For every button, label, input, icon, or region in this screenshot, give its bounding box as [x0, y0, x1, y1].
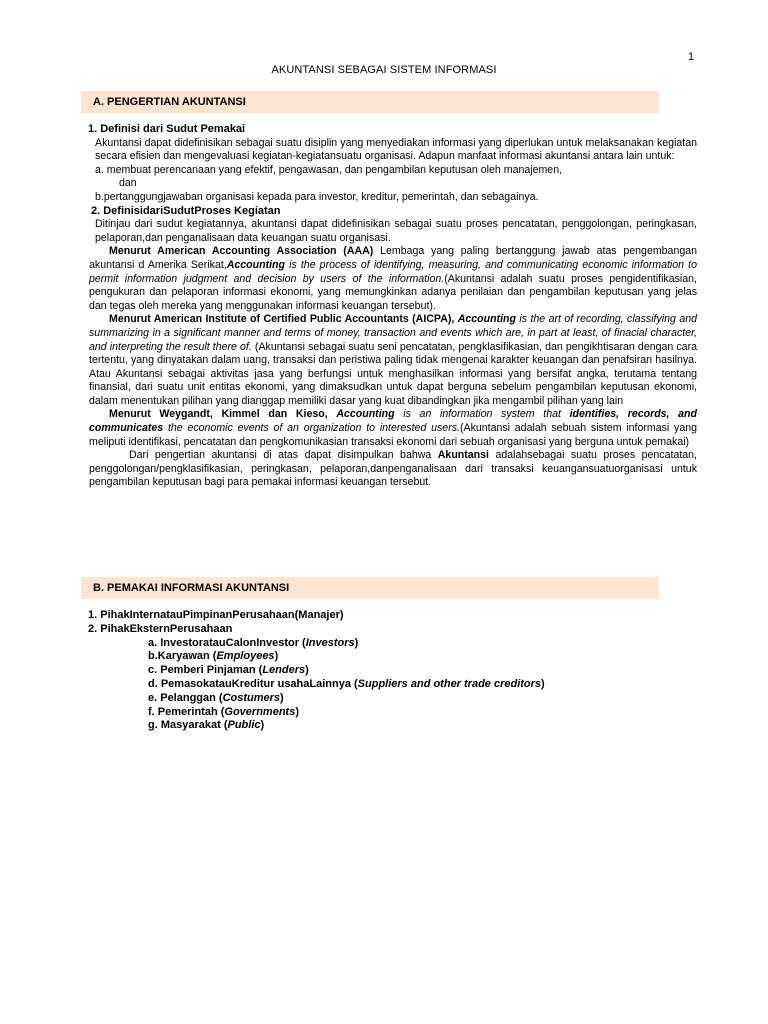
user-label: d. PemasokatauKreditur usahaLainnya ( — [148, 677, 358, 690]
external-users: 2. PihakEksternPerusahaan — [88, 622, 233, 635]
conclusion-2: adalahsebagai suatu proses pencatatan, penggolongan/pengklasifikasian, peringkasan, pelaporan,danpenganalisaan dari transaksi keuangansuatuorganisasi untuk pengambilan keputusan bagi para pemakai informasi keuangan tersebut. — [89, 449, 697, 489]
sub1-body: Akuntansi dapat didefinisikan sebagai suatu disiplin yang menyediakan informasi yang diperlukan untuk melaksanakan kegiatan secara efisien dan mengevaluasi kegiatan-kegiatansuatu organisasi. Adapun manfaat informasi akuntansi antara lain untuk: — [95, 136, 697, 163]
sub2-title: 2. DefinisidariSudutProses Kegiatan — [91, 204, 281, 217]
user-label: c. Pemberi Pinjaman ( — [148, 664, 263, 677]
wkk-accounting: Accounting — [336, 408, 395, 421]
section-a-heading: A. PENGERTIAN AKUNTANSI — [81, 91, 659, 113]
user-end: ) — [280, 691, 284, 704]
benefit-b: b.pertanggungjawaban organisasi kepada para investor, kreditur, pemerintah, dan sebagainya. — [95, 190, 539, 203]
user-label: b.Karyawan ( — [148, 650, 217, 663]
user-label: e. Pelanggan ( — [148, 691, 223, 704]
wkk-translation: (Akuntansi adalah sebuah sistem informasi yang meliputi identifikasi, pencatatan dan pengkomunikasian transaksi ekonomi dari sebuah organisasi yang berguna untuk pemakai) — [89, 422, 698, 448]
list-item — [89, 678, 697, 692]
user-end: ) — [274, 650, 279, 663]
user-english: Investors — [305, 636, 355, 649]
aicpa-english: is the art of recording, classifying and summarizing in a significant manner and terms of money, transaction and events which are, in part at least, of finacial character, and interpreting the result there of. — [89, 313, 697, 353]
conclusion-1: Dari pengertian akuntansi di atas dapat disimpulkan bahwa — [129, 449, 438, 462]
list-item — [89, 650, 697, 664]
aaa-text: Lembaga yang paling bertanggung jawab atas pengembangan akuntansi d Amerika Serikat, — [89, 245, 698, 271]
sub2-body: Ditinjau dari sudut kegiatannya, akuntansi dapat didefinisikan sebagai suatu proses pencatatan, penggolongan, peringkasan, pelaporan,dan penganalisaan data keuangan suatu organisasi. — [95, 218, 697, 244]
user-english: Suppliers and other trade creditors — [357, 677, 542, 690]
aicpa-translation: (Akuntansi sebagai suatu seni pencatatan, pengklasifikasian, dan pengikhtisaran dengan cara tertentu, yang dinyatakan dalam uang, transaksi dan peristiwa paling tidak mengenai karakter keuangan dan penafsiran hasilnya. Atau Akuntansi sebagai aktivitas jasa yang berfungsi untuk menghasilkan informasi yang bersifat angka, terutama tentang finansial, dari suatu unit entitas ekonomi, yang dimaksudkan untuk dapat berguna sebelum pengambilan keputusan ekonomi, dalam menentukan pilihan yang dianggap memiliki dasar yang kuat dibandingkan jika mengambil pilihan yang lain — [89, 340, 697, 407]
aaa-source: Menurut American Accounting Association (AAA) — [109, 245, 374, 258]
conclusion — [89, 449, 697, 490]
user-label: f. Pemerintah ( — [148, 705, 225, 718]
user-end: ) — [295, 705, 299, 718]
wkk-english-bold: identifies, records, and communicates — [89, 408, 697, 435]
user-end: ) — [541, 677, 545, 690]
external-users-list — [89, 637, 697, 734]
list-item — [89, 706, 697, 720]
aicpa-accounting: Accounting — [457, 313, 516, 326]
internal-users: 1. PihakInternatauPimpinanPerusahaan(Manajer) — [88, 609, 344, 621]
aaa-english: is the process of identifying, measuring, and communicating economic information to permit information judgment and decision by users of the information. — [89, 258, 697, 285]
section-b-heading: B. PEMAKAI INFORMASI AKUNTANSI — [81, 577, 659, 599]
aaa-translation: (Akuntansi adalah suatu proses pengidentifikasian, pengukuran dan pelaporan informasi ekonomi, yang memungkinkan adanya penilaian dan pengambilan keputusan yang jelas dan tegas oleh mereka yang menggunakan informasi keuangan tersebut). — [89, 272, 697, 312]
user-end: ) — [354, 636, 359, 649]
user-english: Public — [227, 719, 261, 732]
user-english: Lenders — [262, 664, 306, 677]
user-english: Employees — [216, 650, 275, 663]
wkk-english-2: the economic events of an organization to interested users. — [163, 422, 460, 435]
wkk-english-1: is an information system that — [394, 408, 570, 421]
user-english: Costumers — [222, 691, 281, 704]
benefit-a: a. membuat perencanaan yang efektif, pengawasan, dan pengambilan keputusan oleh manajemen, — [95, 163, 563, 176]
user-label: a. InvestoratauCalonInvestor ( — [148, 636, 306, 649]
wkk-source: Menurut Weygandt, Kimmel dan Kieso, — [109, 408, 337, 421]
conclusion-term: Akuntansi — [437, 449, 489, 462]
page-number: 1 — [688, 51, 695, 63]
user-english: Governments — [224, 705, 296, 718]
sub1-title: 1. Definisi dari Sudut Pemakai — [88, 123, 246, 135]
list-item — [89, 719, 697, 733]
user-label: g. Masyarakat ( — [148, 719, 228, 732]
user-end: ) — [260, 719, 265, 732]
aaa-accounting: Accounting — [226, 258, 285, 271]
user-end: ) — [305, 664, 309, 677]
wkk-definition — [89, 408, 697, 449]
list-item — [89, 692, 697, 706]
section-b-content — [89, 609, 697, 733]
aicpa-definition — [89, 313, 697, 408]
list-item — [89, 664, 697, 678]
list-item — [89, 637, 697, 651]
benefit-a-cont: dan — [119, 177, 137, 190]
aaa-definition — [89, 245, 697, 313]
section-a-content — [89, 123, 697, 490]
document-title: AKUNTANSI SEBAGAI SISTEM INFORMASI — [271, 64, 497, 76]
aicpa-source: Menurut American Institute of Certified Public Accountants (AICPA), — [109, 313, 458, 326]
